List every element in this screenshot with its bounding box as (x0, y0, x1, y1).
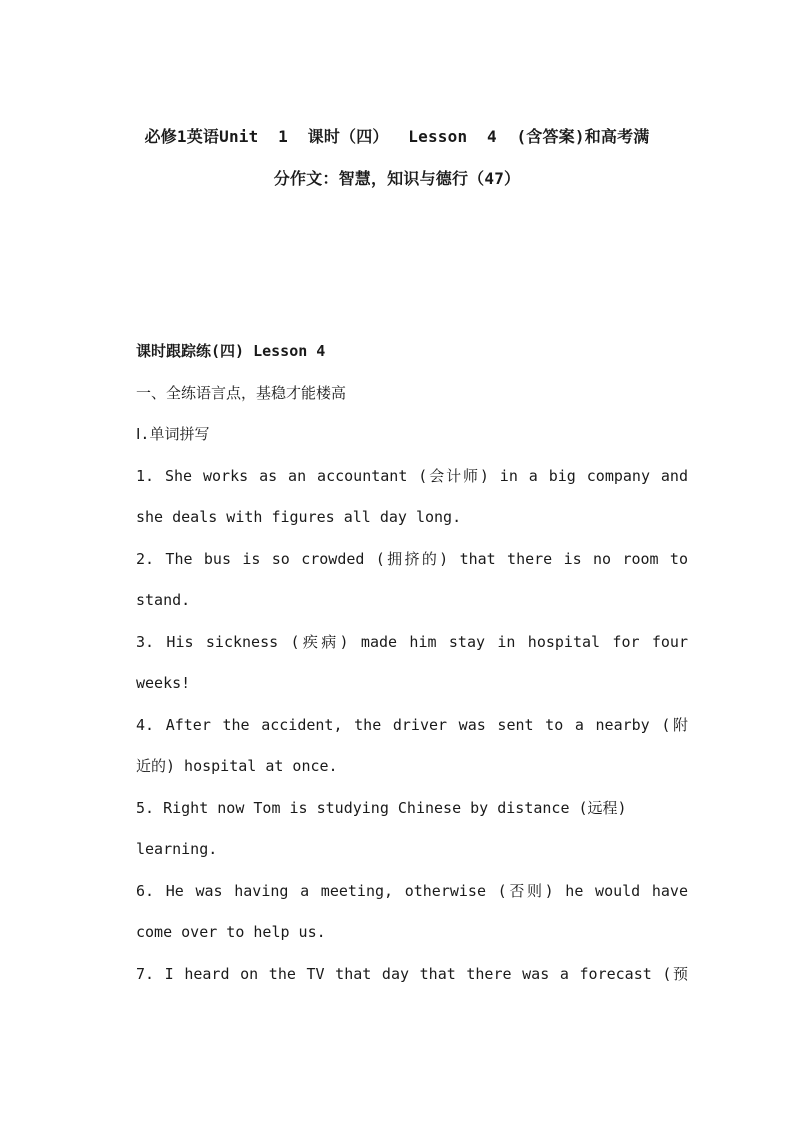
exercise-line: 3. His sickness (疾病) made him stay in hospital for four (136, 632, 688, 651)
document-title-line-2: 分作文：智慧，知识与德行（47） (273, 169, 521, 188)
document-title-line-1: 必修1英语Unit 1 课时（四） Lesson 4 (含答案)和高考满 (144, 127, 650, 146)
exercise-line: weeks! (136, 674, 191, 692)
document-body (136, 340, 688, 1004)
part-one-heading: 一、全练语言点，基稳才能楼高 (136, 383, 347, 402)
exercise-line: she deals with figures all day long. (136, 508, 462, 526)
exercise-line: 5. Right now Tom is studying Chinese by distance (远程) (136, 798, 627, 817)
exercise-line: 1. She works as an accountant (会计师) in a big company and (136, 466, 688, 485)
exercise-line: 6. He was having a meeting, otherwise (否则) he would have (136, 881, 688, 900)
exercise-line: 2. The bus is so crowded (拥挤的) that there is no room to (136, 549, 688, 568)
exercise-line: 近的) hospital at once. (136, 757, 338, 775)
exercise-line: stand. (136, 591, 191, 609)
subsection-heading: Ⅰ.单词拼写 (136, 425, 210, 443)
exercise-line: 4. After the accident, the driver was sent to a nearby (附 (136, 715, 688, 734)
exercise-line: come over to help us. (136, 923, 326, 941)
exercise-line: learning. (136, 840, 218, 858)
section-heading: 课时跟踪练(四) Lesson 4 (136, 342, 326, 360)
exercise-line: 7. I heard on the TV that day that there was a forecast (预 (136, 964, 688, 983)
